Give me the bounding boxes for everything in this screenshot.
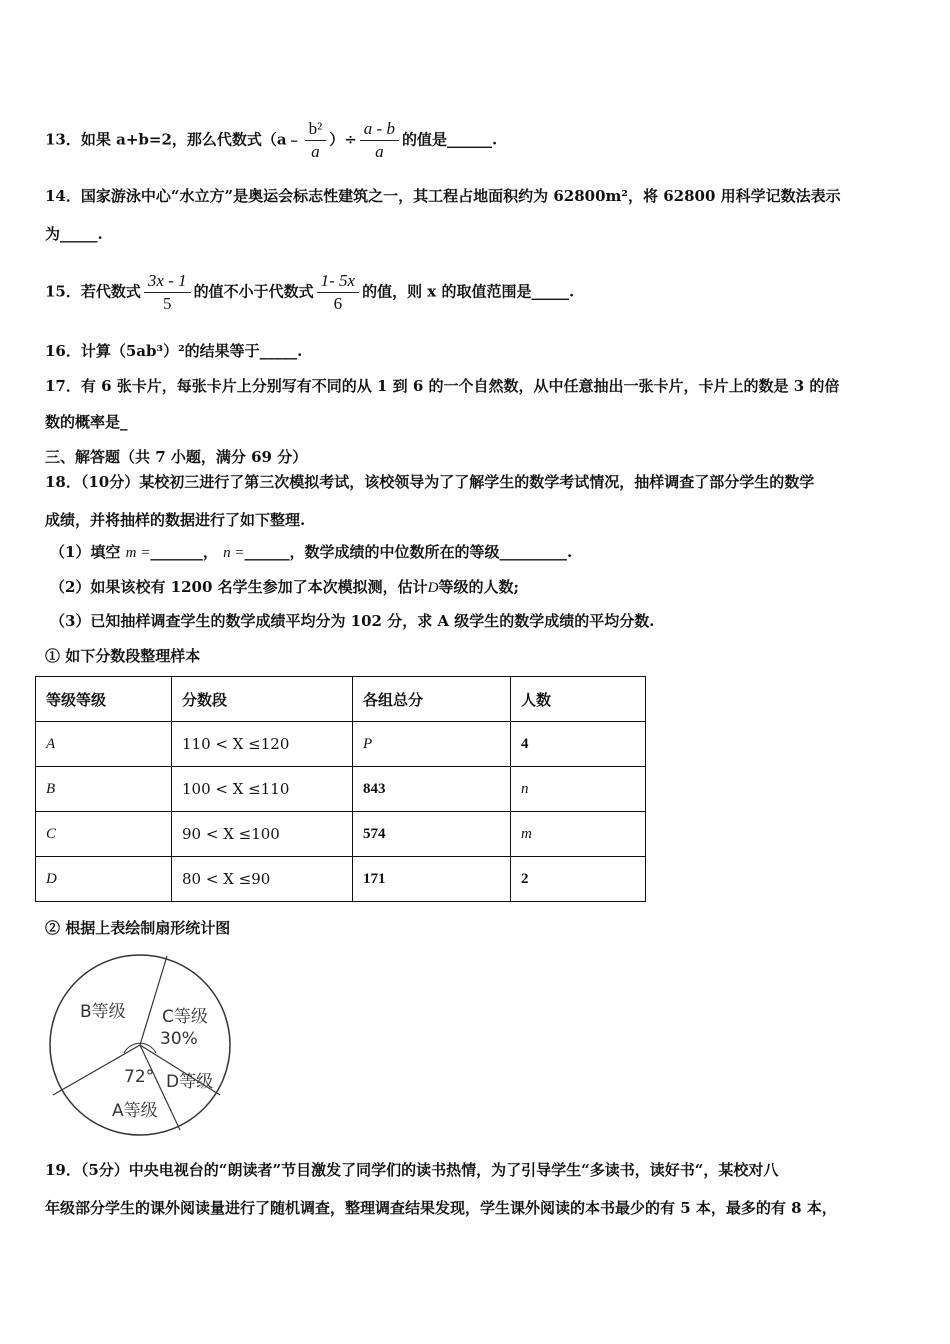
table-row <box>36 767 646 812</box>
pie-label-a: A等级 <box>112 1101 158 1121</box>
table-cell-count: 2 <box>511 857 646 902</box>
section-3-title: 三、解答题（共 7 小题，满分 69 分） <box>45 448 308 466</box>
q19-line2: 年级部分学生的课外阅读量进行了随机调查，整理调查结果发现，学生课外阅读的本书最少的有 5 本，最多的有 8 本， <box>45 1199 837 1217</box>
q18-var-m: m = <box>125 545 151 561</box>
table-cell-total: P <box>353 722 511 767</box>
question-13 <box>45 118 497 163</box>
q13-frac1-num: b² <box>305 118 327 141</box>
q14-line1: 14．国家游泳中心“水立方”是奥运会标志性建筑之一，其工程占地面积约为 62800m²，将 62800 用科学记数法表示 <box>45 187 841 205</box>
table-cell-grade: C <box>36 812 172 857</box>
pie-label-c: C等级 <box>162 1007 208 1027</box>
table-row <box>36 857 646 902</box>
q18-part1 <box>50 542 572 563</box>
q17-line2: 数的概率是_ <box>45 413 128 431</box>
q18-line1: 18．（10分）某校初三进行了第三次模拟考试，该校领导为了了解学生的数学考试情况，抽样调查了部分学生的数学 <box>45 473 815 491</box>
q15-fraction-2 <box>317 270 359 315</box>
q15-frac2-num: 1- 5x <box>317 270 359 293</box>
table-header-cell: 等级等级 <box>36 677 172 722</box>
q15-suffix: 的值，则 x 的取值范围是_____. <box>362 282 575 301</box>
q15-mid: 的值不小于代数式 <box>193 282 314 301</box>
table-cell-range: 90 < X ≤100 <box>172 812 353 857</box>
table-cell-range: 110 < X ≤120 <box>172 722 353 767</box>
q13-frac2-num: a - b <box>360 118 399 141</box>
table-cell-grade: A <box>36 722 172 767</box>
table-header-row <box>36 677 646 722</box>
q15-frac1-num: 3x - 1 <box>144 270 191 293</box>
table-row <box>36 812 646 857</box>
q13-fraction-2 <box>360 118 399 163</box>
table-cell-grade: B <box>36 767 172 812</box>
q18-part2-prefix: （2）如果该校有 1200 名学生参加了本次模拟测，估计 <box>50 578 428 596</box>
table-cell-range: 80 < X ≤90 <box>172 857 353 902</box>
q15-frac2-den: 6 <box>333 294 343 313</box>
q15-prefix: 15．若代数式 <box>45 282 141 301</box>
pie-chart <box>40 945 240 1145</box>
table-cell-count: 4 <box>511 722 646 767</box>
question-15 <box>45 270 574 315</box>
q13-suffix: 的值是______. <box>401 130 498 149</box>
q18-var-n: n = <box>223 545 245 561</box>
q14-line2: 为_____. <box>45 225 103 243</box>
table-cell-grade: D <box>36 857 172 902</box>
q16-text: 16．计算（5ab³）²的结果等于_____. <box>45 342 303 360</box>
pie-label-d: D等级 <box>166 1072 214 1092</box>
q13-fraction-1 <box>305 118 327 163</box>
pie-label-b: B等级 <box>80 1002 126 1022</box>
q18-line2: 成绩，并将抽样的数据进行了如下整理. <box>45 511 306 529</box>
q18-var-d: D <box>427 580 439 596</box>
q19-line1: 19．（5分）中央电视台的“朗读者”节目激发了同学们的读书热情，为了引导学生“多读书，读好书“，某校对八 <box>45 1161 779 1179</box>
q18-part2 <box>50 577 519 598</box>
q15-frac1-den: 5 <box>162 294 172 313</box>
q13-mid: ）÷ <box>329 130 357 149</box>
table-header-cell: 分数段 <box>172 677 353 722</box>
table-header-cell: 人数 <box>511 677 646 722</box>
q18-part2-suffix: 等级的人数; <box>438 578 520 596</box>
table-row <box>36 722 646 767</box>
q18-part1-blank1: _______， <box>150 543 218 561</box>
table-cell-count: n <box>511 767 646 812</box>
pie-label-c-percent: 30% <box>160 1029 198 1049</box>
table-cell-total: 843 <box>353 767 511 812</box>
q13-frac1-den: a <box>311 142 320 161</box>
table-cell-count: m <box>511 812 646 857</box>
q18-part1-prefix: （1）填空 <box>50 543 121 561</box>
q18-part1-rest: ______，数学成绩的中位数所在的等级_________. <box>244 543 573 561</box>
table-cell-range: 100 < X ≤110 <box>172 767 353 812</box>
q17-line1: 17．有 6 张卡片，每张卡片上分别写有不同的从 1 到 6 的一个自然数，从中任意抽出一张卡片，卡片上的数是 3 的倍 <box>45 377 840 395</box>
table-caption: ① 如下分数段整理样本 <box>45 647 201 665</box>
table-cell-total: 574 <box>353 812 511 857</box>
q13-prefix: 13．如果 a+b=2，那么代数式（a﹣ <box>45 130 302 149</box>
score-table <box>35 676 646 902</box>
table-header-cell: 各组总分 <box>353 677 511 722</box>
q13-frac2-den: a <box>375 142 384 161</box>
table-cell-total: 171 <box>353 857 511 902</box>
pie-label-angle: 72° <box>124 1067 155 1087</box>
q18-part3: （3）已知抽样调查学生的数学成绩平均分为 102 分，求 A 级学生的数学成绩的平均分数. <box>50 612 655 630</box>
pie-caption: ② 根据上表绘制扇形统计图 <box>45 919 231 937</box>
q15-fraction-1 <box>144 270 191 315</box>
